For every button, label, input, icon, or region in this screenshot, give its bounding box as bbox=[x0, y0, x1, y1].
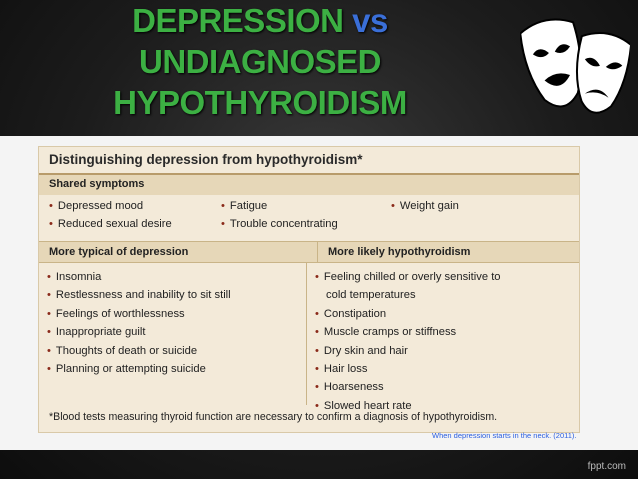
title-depression: DEPRESSION bbox=[132, 2, 353, 39]
citation-link[interactable]: When depression starts in the neck. (2011). bbox=[432, 431, 577, 440]
title-line-1 bbox=[0, 0, 520, 41]
list-item: • Thoughts of death or suicide bbox=[47, 342, 306, 360]
list-item: • Dry skin and hair bbox=[315, 342, 501, 360]
title-line-2: UNDIAGNOSED bbox=[138, 43, 382, 80]
shared-item: • Fatigue bbox=[221, 200, 267, 212]
slide-title bbox=[0, 0, 520, 123]
shared-item: • Reduced sexual desire bbox=[49, 218, 172, 230]
list-item: • Restlessness and inability to sit still bbox=[47, 286, 306, 304]
theatre-masks-icon bbox=[520, 12, 630, 132]
title-line-3: HYPOTHYROIDISM bbox=[113, 84, 407, 121]
depression-list bbox=[39, 263, 307, 405]
hypothyroidism-column-header: More likely hypothyroidism bbox=[328, 246, 471, 258]
column-headers bbox=[39, 242, 579, 263]
list-item: • Insomnia bbox=[47, 268, 306, 286]
list-item: • Hoarseness bbox=[315, 378, 501, 396]
title-vs: vs bbox=[352, 2, 388, 39]
watermark: fppt.com bbox=[587, 461, 626, 472]
shared-symptoms bbox=[39, 195, 579, 242]
list-item-continuation: cold temperatures bbox=[326, 289, 416, 302]
list-item: • Feelings of worthlessness bbox=[47, 305, 306, 323]
shared-item: • Trouble concentrating bbox=[221, 218, 338, 230]
depression-column-header: More typical of depression bbox=[39, 242, 318, 262]
list-item: • Muscle cramps or stiffness bbox=[315, 323, 501, 341]
shared-item: • Weight gain bbox=[391, 200, 459, 212]
list-item: • Hair loss bbox=[315, 360, 501, 378]
list-item: • Slowed heart rate bbox=[315, 397, 501, 415]
list-item: • Inappropriate guilt bbox=[47, 323, 306, 341]
list-item: • Constipation bbox=[315, 305, 501, 323]
symptom-columns bbox=[39, 263, 579, 412]
shared-item: • Depressed mood bbox=[49, 200, 143, 212]
shared-symptoms-label: Shared symptoms bbox=[39, 175, 579, 195]
comparison-table bbox=[38, 146, 580, 433]
table-footnote: *Blood tests measuring thyroid function are necessary to confirm a diagnosis of hypothyroidism. bbox=[49, 411, 498, 423]
list-item: • Feeling chilled or overly sensitive to bbox=[315, 268, 501, 286]
table-heading: Distinguishing depression from hypothyroidism* bbox=[39, 147, 579, 175]
list-item: • Planning or attempting suicide bbox=[47, 360, 306, 378]
hypothyroidism-list bbox=[307, 263, 501, 412]
